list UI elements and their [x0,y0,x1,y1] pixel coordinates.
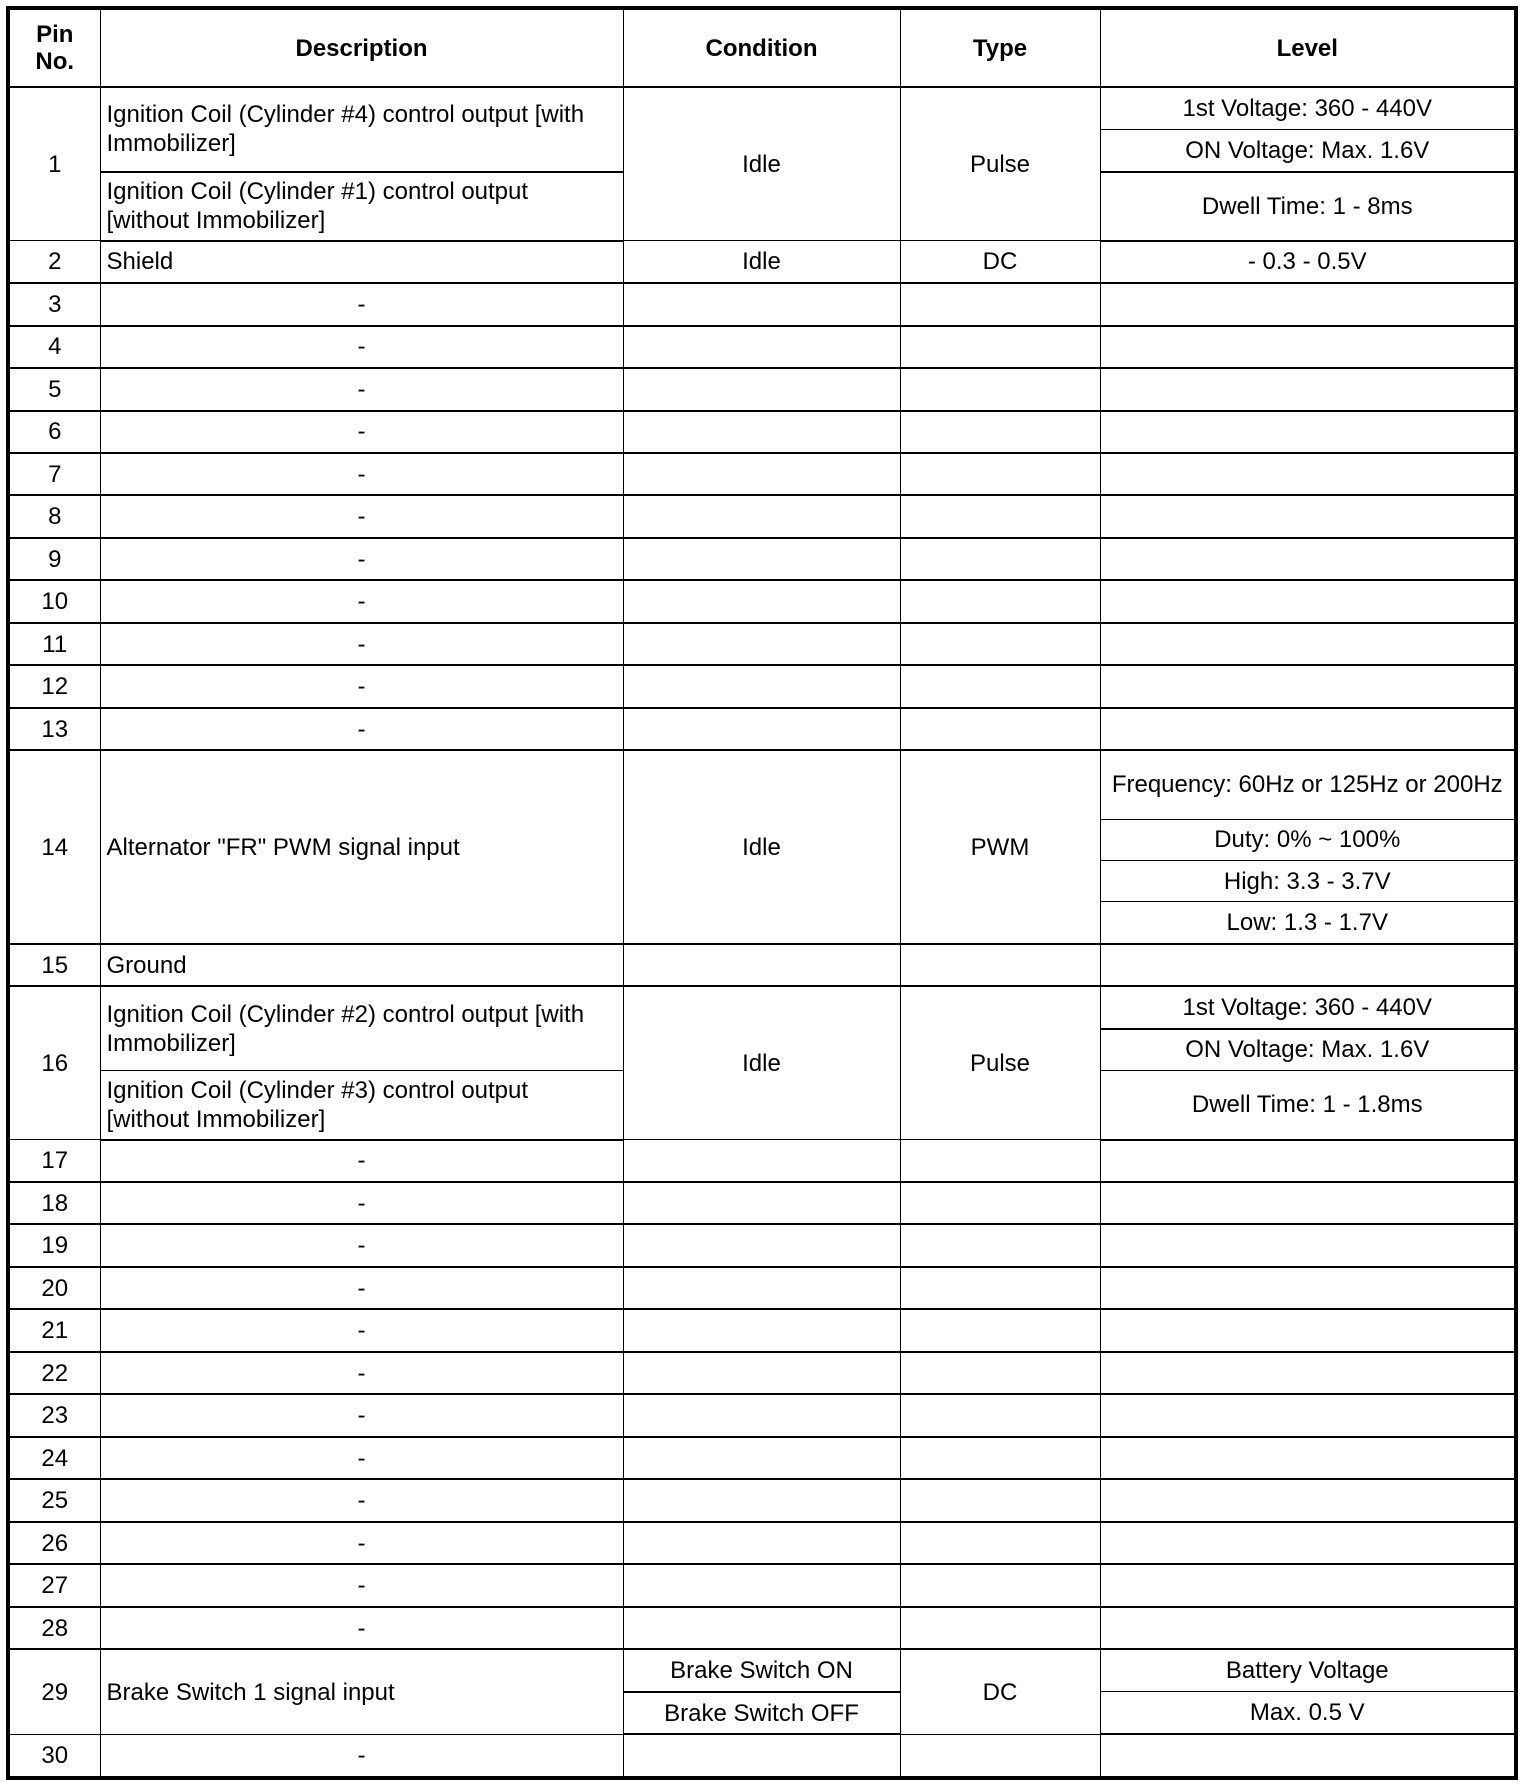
condition-cell [623,1522,900,1564]
pin-number: 26 [8,1522,100,1564]
condition-cell [623,495,900,537]
description-cell: - [100,1394,623,1436]
type-cell [900,368,1100,410]
description-cell: - [100,1564,623,1606]
description-cell: - [100,1182,623,1224]
table-row-pin-17 [8,1140,1516,1182]
level-cell [1100,1734,1516,1778]
table-row-pin-9 [8,538,1516,580]
type-cell: Pulse [900,986,1100,1139]
condition-cell [623,580,900,622]
pin-number: 13 [8,708,100,751]
table-body-end [8,1649,1516,1778]
table-row-pin-10 [8,580,1516,622]
pin-number: 21 [8,1309,100,1351]
condition-cell [623,1564,900,1606]
table-row-pin-14 [8,750,1516,819]
type-cell [900,1564,1100,1606]
type-cell [900,1352,1100,1394]
empty-rows-group-b [8,1140,1516,1650]
description-cell: - [100,708,623,751]
condition-cell [623,453,900,495]
type-cell [900,665,1100,707]
pin-number: 17 [8,1140,100,1182]
description-cell: - [100,1140,623,1182]
table-row-pin-28 [8,1607,1516,1650]
level-cell: - 0.3 - 0.5V [1100,241,1516,283]
type-cell [900,1479,1100,1521]
pin-number: 29 [8,1649,100,1734]
level-cell: Low: 1.3 - 1.7V [1100,902,1516,944]
description-cell: - [100,1352,623,1394]
type-cell [900,1309,1100,1351]
pin-number: 5 [8,368,100,410]
condition-cell [623,1607,900,1650]
pin-number: 18 [8,1182,100,1224]
table-row-pin-2 [8,241,1516,283]
condition-cell [623,1437,900,1479]
table-row-pin-7 [8,453,1516,495]
level-cell [1100,1352,1516,1394]
pin-number: 25 [8,1479,100,1521]
level-cell [1100,453,1516,495]
pin-number: 6 [8,411,100,453]
type-cell [900,1437,1100,1479]
table-row-pin-6 [8,411,1516,453]
table-row-pin-5 [8,368,1516,410]
table-row-pin-26 [8,1522,1516,1564]
description-cell: - [100,580,623,622]
pin-number: 4 [8,326,100,368]
description-cell: - [100,665,623,707]
level-cell [1100,368,1516,410]
level-cell: Dwell Time: 1 - 8ms [1100,172,1516,241]
pin-number: 3 [8,283,100,325]
type-cell [900,944,1100,986]
description-cell: Brake Switch 1 signal input [100,1649,623,1734]
pin-number: 10 [8,580,100,622]
description-cell: - [100,1224,623,1266]
condition-cell: Brake Switch OFF [623,1692,900,1735]
description-cell: - [100,1607,623,1650]
table-row-pin-29 [8,1649,1516,1692]
description-cell: - [100,538,623,580]
level-cell: Dwell Time: 1 - 1.8ms [1100,1071,1516,1140]
level-cell [1100,1182,1516,1224]
empty-rows-group-a [8,283,1516,750]
level-cell: High: 3.3 - 3.7V [1100,861,1516,902]
type-cell [900,708,1100,751]
level-cell [1100,1267,1516,1309]
condition-cell [623,538,900,580]
table-row-pin-4 [8,326,1516,368]
condition-cell [623,1224,900,1266]
condition-cell [623,623,900,665]
condition-cell: Brake Switch ON [623,1649,900,1692]
description-cell: Ignition Coil (Cylinder #4) control output [with Immobilizer] [100,87,623,172]
table-row-pin-1 [8,87,1516,129]
level-cell: Duty: 0% ~ 100% [1100,819,1516,860]
description-cell: - [100,1437,623,1479]
type-cell: Pulse [900,87,1100,241]
condition-cell [623,1734,900,1778]
condition-cell [623,1182,900,1224]
type-cell [900,326,1100,368]
condition-cell [623,1352,900,1394]
table-row-pin-13 [8,708,1516,751]
condition-cell [623,665,900,707]
description-cell: - [100,1734,623,1778]
table-row-pin-16 [8,986,1516,1028]
condition-cell: Idle [623,87,900,241]
type-cell [900,1734,1100,1778]
condition-cell: Idle [623,241,900,283]
header-pin-no: Pin No. [8,8,100,87]
table-row-pin-19 [8,1224,1516,1266]
description-cell: - [100,453,623,495]
level-cell [1100,1309,1516,1351]
header-condition: Condition [623,8,900,87]
type-cell [900,1607,1100,1650]
type-cell [900,623,1100,665]
pin-number: 30 [8,1734,100,1778]
pin-table [6,6,1518,1780]
level-cell [1100,708,1516,751]
level-cell: ON Voltage: Max. 1.6V [1100,1029,1516,1071]
pin-number: 27 [8,1564,100,1606]
table-row-pin-25 [8,1479,1516,1521]
type-cell [900,1182,1100,1224]
table-row-pin-30 [8,1734,1516,1778]
level-cell [1100,538,1516,580]
level-cell [1100,665,1516,707]
type-cell: DC [900,1649,1100,1734]
type-cell [900,1267,1100,1309]
pin-number: 16 [8,986,100,1139]
level-cell [1100,283,1516,325]
type-cell [900,495,1100,537]
description-cell: Ignition Coil (Cylinder #3) control output [without Immobilizer] [100,1071,623,1140]
condition-cell [623,1309,900,1351]
condition-cell [623,944,900,986]
condition-cell [623,368,900,410]
type-cell [900,1522,1100,1564]
pin-number: 8 [8,495,100,537]
description-cell: Ignition Coil (Cylinder #2) control output [with Immobilizer] [100,986,623,1070]
description-cell: - [100,623,623,665]
pin-number: 24 [8,1437,100,1479]
pin-number: 20 [8,1267,100,1309]
table-row-pin-20 [8,1267,1516,1309]
level-cell [1100,1522,1516,1564]
pin-number: 11 [8,623,100,665]
condition-cell [623,708,900,751]
level-cell [1100,1394,1516,1436]
description-cell: Shield [100,241,623,283]
table-row-pin-11 [8,623,1516,665]
table-row-pin-27 [8,1564,1516,1606]
pin-number: 12 [8,665,100,707]
level-cell [1100,1479,1516,1521]
table-row-pin-12 [8,665,1516,707]
level-cell [1100,1140,1516,1182]
table-row-pin-3 [8,283,1516,325]
pin-number: 19 [8,1224,100,1266]
type-cell [900,538,1100,580]
pin-number: 22 [8,1352,100,1394]
level-cell: 1st Voltage: 360 - 440V [1100,87,1516,129]
description-cell: - [100,1479,623,1521]
description-cell: Alternator "FR" PWM signal input [100,750,623,943]
pin-number: 14 [8,750,100,943]
condition-cell [623,326,900,368]
table-row-pin-15 [8,944,1516,986]
condition-cell [623,1267,900,1309]
table-row-pin-23 [8,1394,1516,1436]
condition-cell [623,1140,900,1182]
pin-number: 2 [8,241,100,283]
header-type: Type [900,8,1100,87]
condition-cell [623,1479,900,1521]
description-cell: - [100,495,623,537]
level-cell [1100,1437,1516,1479]
description-cell: Ignition Coil (Cylinder #1) control output [without Immobilizer] [100,172,623,241]
description-cell: - [100,1522,623,1564]
level-cell: Frequency: 60Hz or 125Hz or 200Hz [1100,750,1516,819]
level-cell [1100,495,1516,537]
pin-number: 28 [8,1607,100,1650]
description-cell: Ground [100,944,623,986]
table-body [8,8,1516,283]
description-cell: - [100,1309,623,1351]
description-cell: - [100,1267,623,1309]
description-cell: - [100,283,623,325]
condition-cell: Idle [623,986,900,1139]
table-row-pin-18 [8,1182,1516,1224]
level-cell: Battery Voltage [1100,1649,1516,1692]
pin-number: 23 [8,1394,100,1436]
type-cell: PWM [900,750,1100,943]
level-cell: Max. 0.5 V [1100,1692,1516,1735]
condition-cell [623,411,900,453]
level-cell [1100,623,1516,665]
condition-cell: Idle [623,750,900,943]
pin-number: 15 [8,944,100,986]
level-cell [1100,1564,1516,1606]
type-cell: DC [900,241,1100,283]
type-cell [900,453,1100,495]
table-row-pin-24 [8,1437,1516,1479]
description-cell: - [100,368,623,410]
level-cell: 1st Voltage: 360 - 440V [1100,986,1516,1028]
type-cell [900,1394,1100,1436]
header-description: Description [100,8,623,87]
level-cell [1100,1607,1516,1650]
type-cell [900,580,1100,622]
header-level: Level [1100,8,1516,87]
description-cell: - [100,411,623,453]
table-row-pin-21 [8,1309,1516,1351]
condition-cell [623,1394,900,1436]
type-cell [900,283,1100,325]
type-cell [900,1140,1100,1182]
level-cell [1100,944,1516,986]
pin-number: 9 [8,538,100,580]
level-cell [1100,580,1516,622]
pin-number: 1 [8,87,100,241]
pin-number: 7 [8,453,100,495]
table-body-mid [8,750,1516,1139]
level-cell [1100,411,1516,453]
header-row [8,8,1516,87]
level-cell [1100,1224,1516,1266]
level-cell: ON Voltage: Max. 1.6V [1100,129,1516,171]
type-cell [900,1224,1100,1266]
table-row-pin-22 [8,1352,1516,1394]
condition-cell [623,283,900,325]
table-row-pin-8 [8,495,1516,537]
level-cell [1100,326,1516,368]
type-cell [900,411,1100,453]
description-cell: - [100,326,623,368]
